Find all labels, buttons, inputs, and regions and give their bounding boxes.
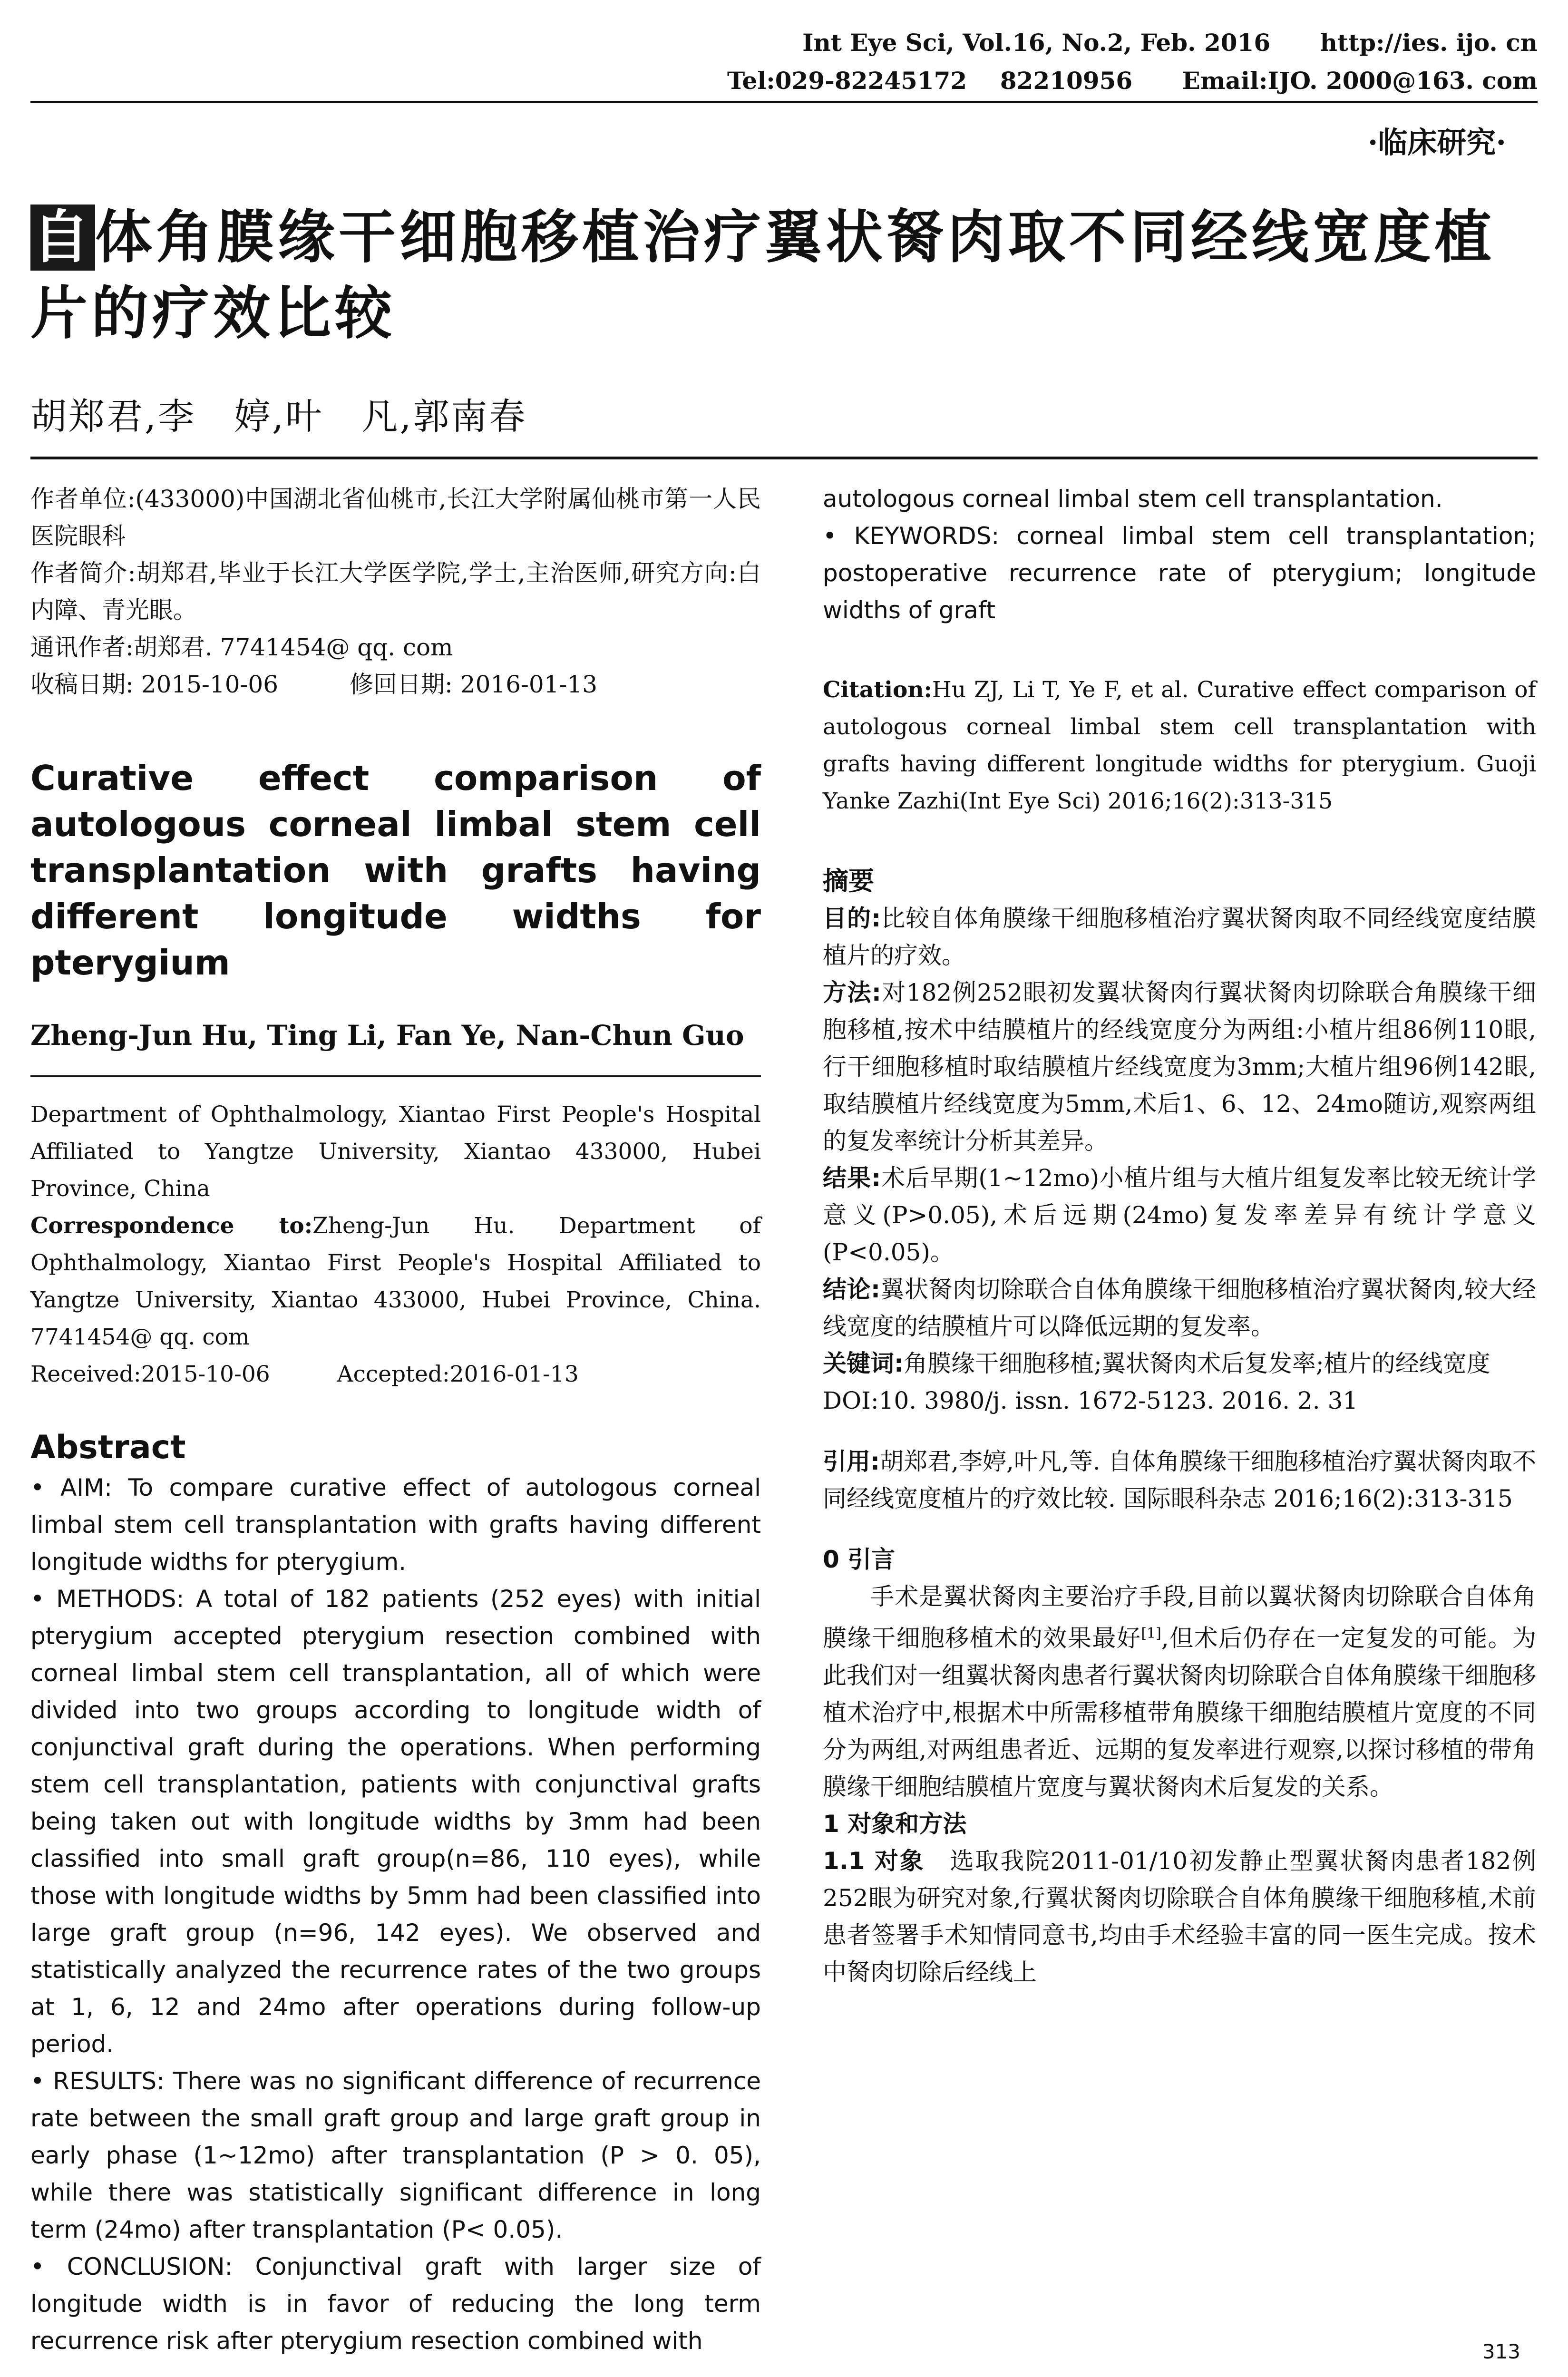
methods-text-zh: 对182例252眼初发翼状胬肉行翼状胬肉切除联合角膜缘干细胞移植,按术中结膜植片的经线宽度分为两组:小植片组86例110眼,行干细胞移植时取结膜植片经线宽度为3mm;大植片组96例142眼,取结膜植片经线宽度为5mm,术后1、6、12、24mo随访,观察两组的复发率统计分析其差异。 xyxy=(823,979,1537,1155)
header-rule xyxy=(30,101,1538,103)
authors-zh: 胡郑君,李 婷,叶 凡,郭南春 xyxy=(30,395,527,438)
abstract-methods: • METHODS: A total of 182 patients (252 eyes) with initial pterygium accepted pterygium resection combined with corneal limbal stem cell transplantation, all of which were divided into two groups according to longitude width of conjunctival graft during the operations. When performing stem cell transplantation, patients with conjunctival grafts being taken out with longitude widths by 3mm had been classified into small graft group(n=86, 110 eyes), while those with longitude widths by 5mm had been classified into large graft group (n=96, 142 eyes). We observed and statistically analyzed the recurrence rates of the two groups at 1, 6, 12 and 24mo after operations during follow-up period. xyxy=(30,1585,761,2058)
journal-citation: Int Eye Sci, Vol.16, No.2, Feb. 2016 xyxy=(802,29,1271,57)
author-bio: 作者简介:胡郑君,毕业于长江大学医学院,学士,主治医师,研究方向:白内障、青光眼。 xyxy=(30,559,761,624)
section-tag: ·临床研究· xyxy=(1367,125,1506,160)
citation-text-zh: 胡郑君,李婷,叶凡,等. 自体角膜缘干细胞移植治疗翼状胬肉取不同经线宽度植片的疗效比较. 国际眼科杂志 2016;16(2):313-315 xyxy=(823,1448,1536,1512)
results-text-zh: 术后早期(1~12mo)小植片组与大植片组复发率比较无统计学意义(P>0.05),术后远期(24mo)复发率差异有统计学意义(P<0.05)。 xyxy=(823,1164,1536,1266)
reference-1[interactable]: [1] xyxy=(1141,1625,1161,1642)
section-1-heading: 1 对象和方法 xyxy=(823,1810,967,1838)
citation-label-zh: 引用: xyxy=(823,1448,880,1475)
section-1-1-paragraph xyxy=(823,1842,1536,1991)
correspondence-text: Zheng-Jun Hu. Department of Ophthalmology, Xiantao First People's Hospital Affiliated to Yangtze University, Xiantao 433000, Hubei Province, China. 7741454@ qq. com xyxy=(30,1213,761,1350)
affiliation-en-block xyxy=(30,1096,761,1393)
authors-rule xyxy=(30,457,1538,459)
right-column xyxy=(823,480,1536,1991)
title-en: Curative effect comparison of autologous corneal limbal stem cell transplantation with grafts having different longitude widths for pterygium xyxy=(30,758,761,983)
citation-label: Citation: xyxy=(823,677,932,703)
keywords-zh xyxy=(823,1345,1536,1382)
journal-header xyxy=(30,19,1538,105)
correspondence-en xyxy=(30,1208,761,1356)
journal-url: http://ies. ijo. cn xyxy=(1320,29,1538,57)
abstract-conclusion: • CONCLUSION: Conjunctival graft with larger size of longitude width is in favor of reducing the long term recurrence risk after pterygium resection combined with xyxy=(30,2253,761,2355)
title-zh-text: 体角膜缘干细胞移植治疗翼状胬肉取不同经线宽度植片的疗效比较 xyxy=(30,205,1495,347)
left-column xyxy=(30,480,761,2359)
abstract-aim: • AIM: To compare curative effect of autologous corneal limbal stem cell transplantation with grafts having different longitude widths for pterygium. xyxy=(30,1474,761,1576)
authors-en-rule xyxy=(30,1075,761,1077)
author-unit: 作者单位:(433000)中国湖北省仙桃市,长江大学附属仙桃市第一人民医院眼科 xyxy=(30,485,761,550)
title-zh xyxy=(30,200,1533,352)
abstract-zh xyxy=(823,900,1536,1419)
affiliation-zh xyxy=(30,480,761,703)
abstract-heading: Abstract xyxy=(30,1429,186,1466)
abstract-zh-conclusion xyxy=(823,1271,1536,1345)
keywords-en: • KEYWORDS: corneal limbal stem cell transplantation; postoperative recurrence rate of pterygium; longitude widths of graft xyxy=(823,522,1536,624)
abstract-zh-heading: 摘要 xyxy=(823,866,874,896)
citation-text: Hu ZJ, Li T, Ye F, et al. Curative effect comparison of autologous corneal limbal stem cell transplantation with grafts having different longitude widths for pterygium. Guoji Yanke Zazhi(Int Eye Sci) 2016;16(2):313-315 xyxy=(823,677,1536,814)
aim-label-zh: 目的: xyxy=(823,905,881,932)
abstract-results: • RESULTS: There was no significant difference of recurrence rate between the small graft group and large graft group in early phase (1~12mo) after transplantation (P > 0. 05), while there was statistically significant difference in long term (24mo) after transplantation (P< 0.05). xyxy=(30,2067,761,2243)
affiliation-en: Department of Ophthalmology, Xiantao First People's Hospital Affiliated to Yangtze University, Xiantao 433000, Hubei Province, China xyxy=(30,1101,761,1202)
abstract-en xyxy=(30,1469,761,2359)
doi: DOI:10. 3980/j. issn. 1672-5123. 2016. 2. 31 xyxy=(823,1387,1358,1414)
page-number: 313 xyxy=(1482,2340,1520,2363)
abstract-zh-methods xyxy=(823,974,1536,1159)
citation-block xyxy=(823,672,1536,820)
citation-zh-block xyxy=(823,1443,1536,1517)
header-line-2 xyxy=(727,67,1538,95)
conclusion-text-zh: 翼状胬肉切除联合自体角膜缘干细胞移植治疗翼状胬肉,较大经线宽度的结膜植片可以降低远期的复发率。 xyxy=(823,1276,1536,1340)
journal-email: Email:IJO. 2000@163. com xyxy=(1182,67,1538,95)
results-label-zh: 结果: xyxy=(823,1164,881,1192)
section-1-1-label: 1.1 对象 xyxy=(823,1847,925,1875)
authors-en: Zheng-Jun Hu, Ting Li, Fan Ye, Nan-Chun Guo xyxy=(30,1019,744,1052)
body-text xyxy=(823,1541,1536,1991)
correspondence-label: Correspondence to: xyxy=(30,1213,313,1239)
abstract-zh-aim xyxy=(823,900,1536,974)
abstract-conclusion-cont: autologous corneal limbal stem cell transplantation. xyxy=(823,485,1443,513)
title-drop-char: 自 xyxy=(30,205,95,271)
section-1-1-text: 选取我院2011-01/10初发静止型翼状胬肉患者182例252眼为研究对象,行翼状胬肉切除联合自体角膜缘干细胞移植,术前患者签署手术知情同意书,均由手术经验丰富的同一医生完成。按术中胬肉切除后经线上 xyxy=(823,1847,1536,1986)
keywords-text-zh: 角膜缘干细胞移植;翼状胬肉术后复发率;植片的经线宽度 xyxy=(904,1350,1490,1377)
section-0-heading: 0 引言 xyxy=(823,1546,896,1573)
corresponding-author-zh: 通讯作者:胡郑君. 7741454@ qq. com xyxy=(30,633,453,661)
intro-paragraph: 手术是翼状胬肉主要治疗手段,目前以翼状胬肉切除联合自体角膜缘干细胞移植术的效果最好[1],但术后仍存在一定复发的可能。为此我们对一组翼状胬肉患者行翼状胬肉切除联合自体角膜缘干细胞移植术治疗中,根据术中所需移植带角膜缘干细胞结膜植片宽度的不同分为两组,对两组患者近、远期的复发率进行观察,以探讨移植的带角膜缘干细胞结膜植片宽度与翼状胬肉术后复发的关系。 xyxy=(823,1583,1536,1801)
dates-zh: 收稿日期: 2015-10-06 修回日期: 2016-01-13 xyxy=(30,671,598,698)
aim-text-zh: 比较自体角膜缘干细胞移植治疗翼状胬肉取不同经线宽度结膜植片的疗效。 xyxy=(823,905,1537,969)
methods-label-zh: 方法: xyxy=(823,979,881,1006)
abstract-en-continued xyxy=(823,480,1536,629)
abstract-zh-results xyxy=(823,1159,1536,1271)
header-line-1 xyxy=(802,29,1538,57)
journal-tel: Tel:029-82245172 82210956 xyxy=(727,67,1133,95)
keywords-label-zh: 关键词: xyxy=(823,1350,904,1377)
conclusion-label-zh: 结论: xyxy=(823,1276,880,1303)
received-dates: Received:2015-10-06 Accepted:2016-01-13 xyxy=(30,1361,579,1387)
